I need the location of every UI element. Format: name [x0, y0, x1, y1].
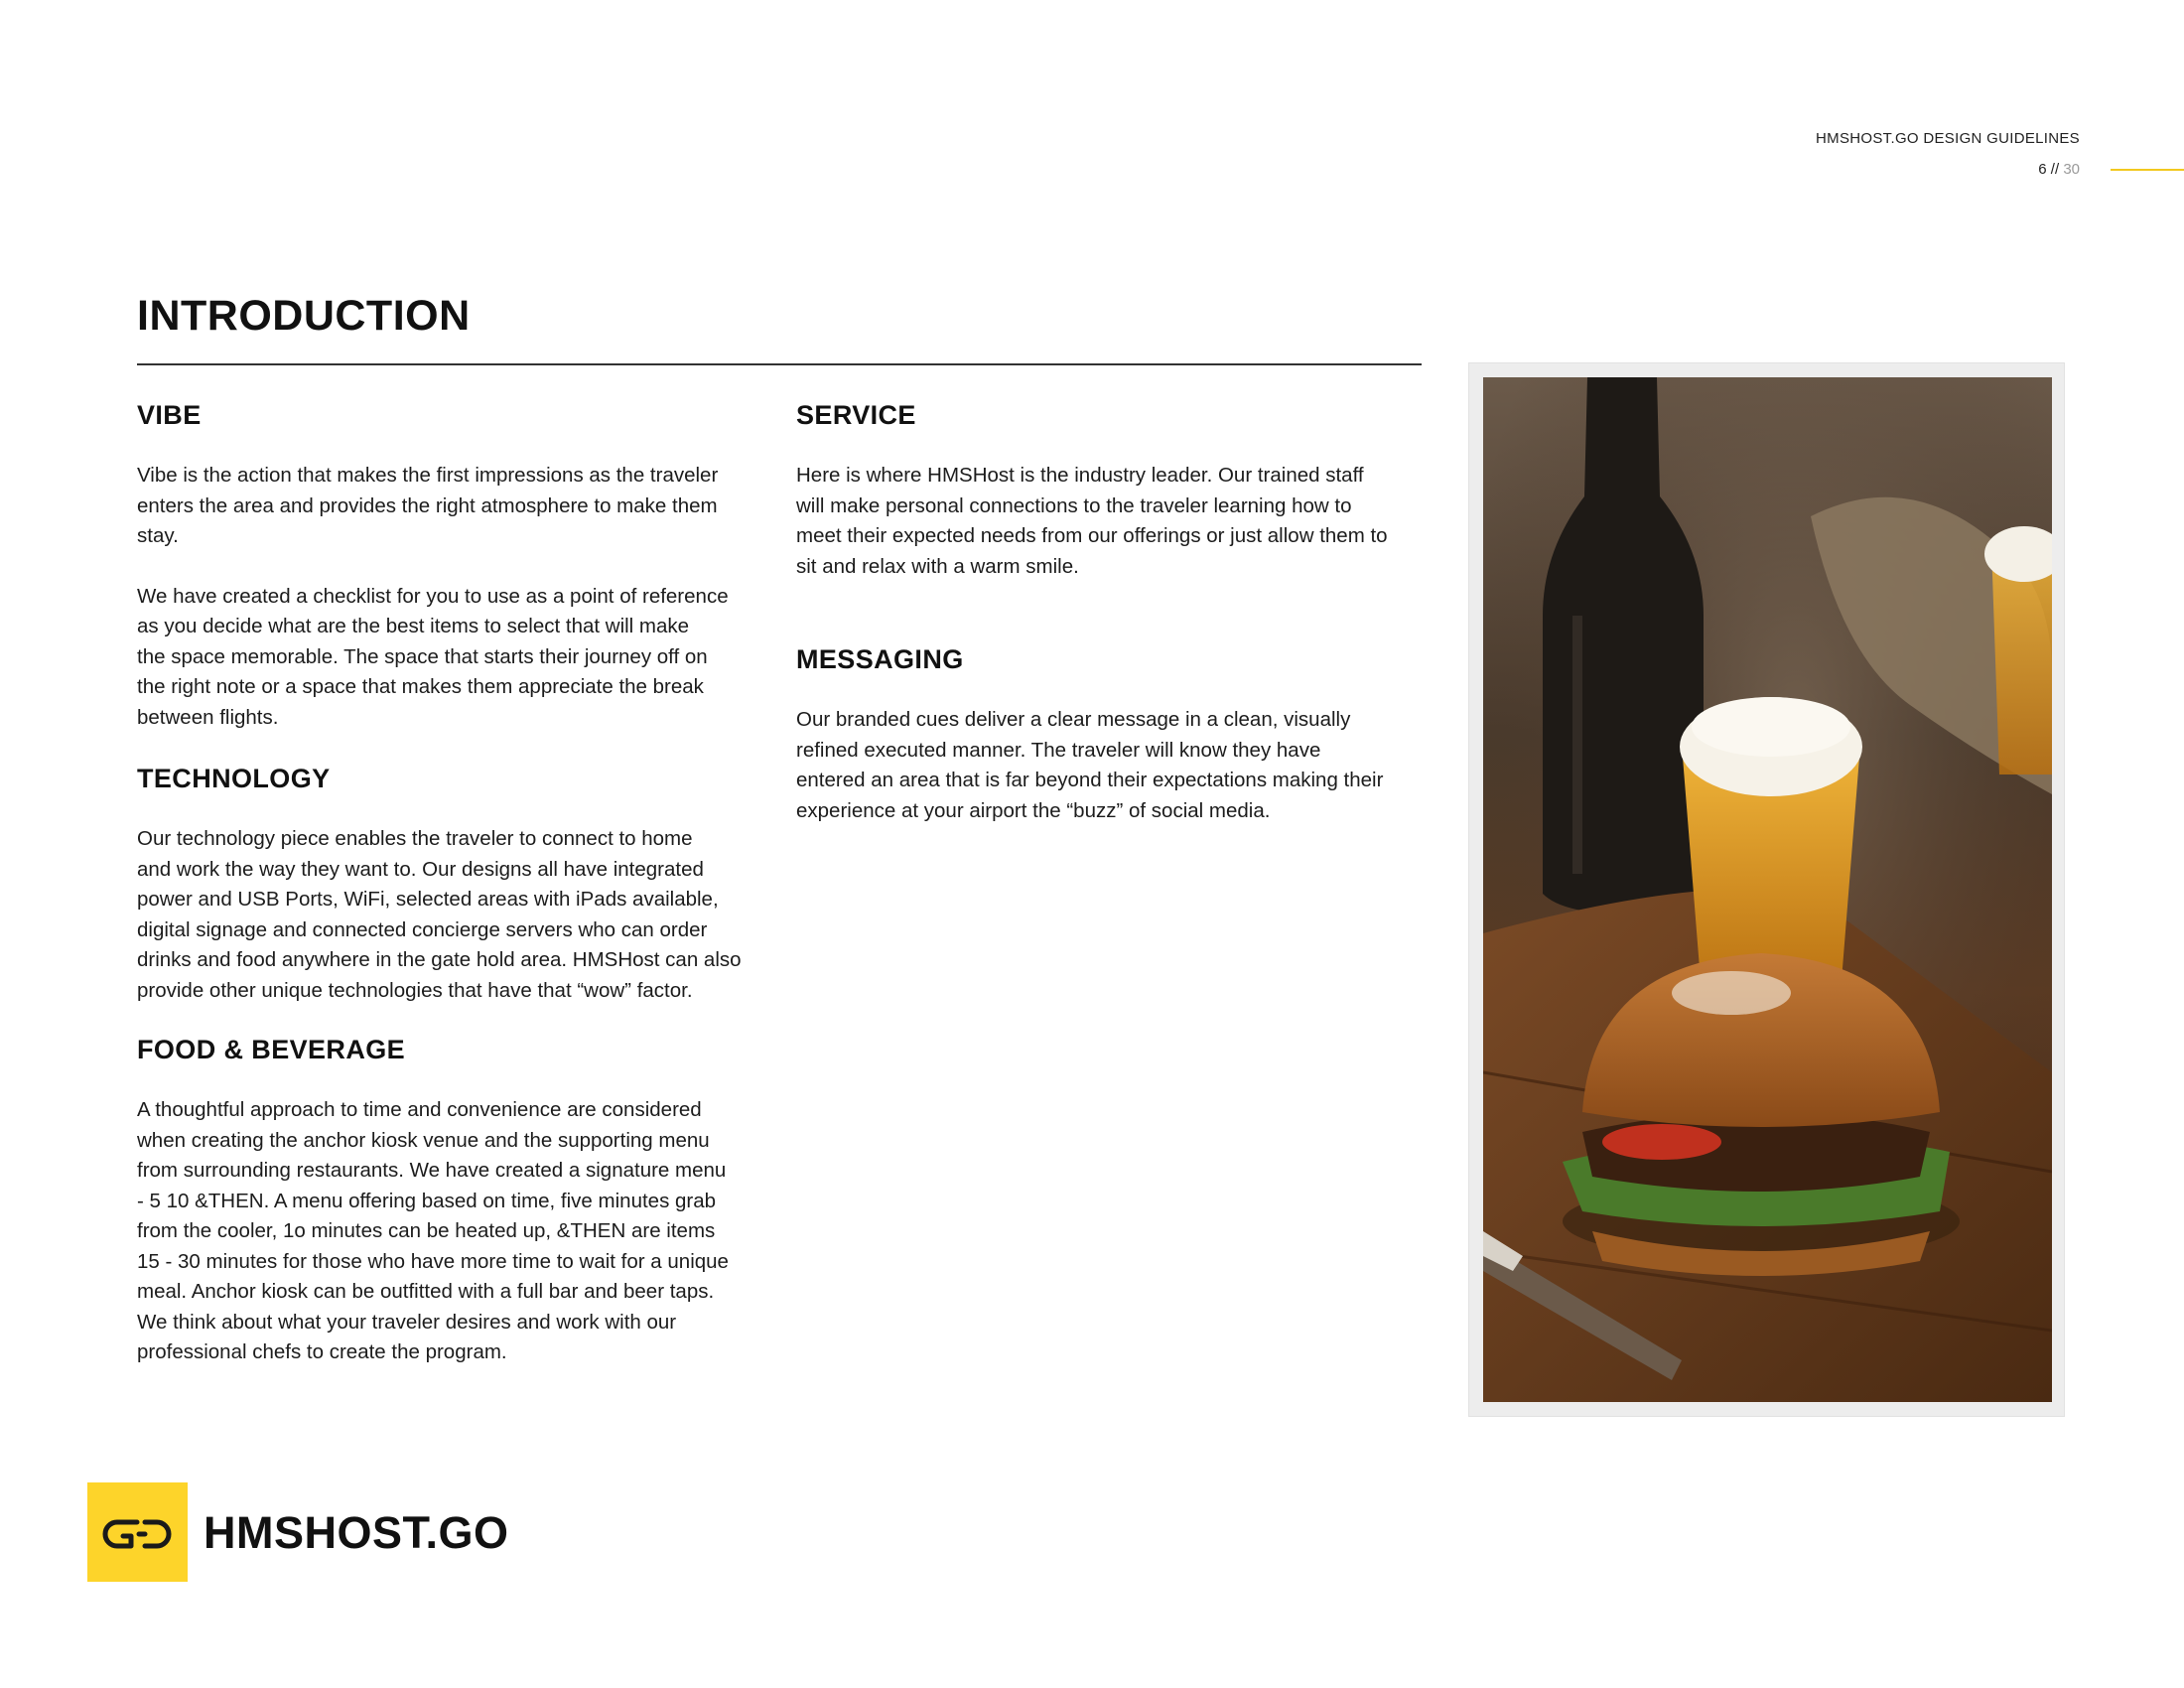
- vibe-paragraph-2: We have created a checklist for you to use as a point of reference as you decide what are the best items to select that will make the space memorable. The space that starts their journey off on the right note or a space that makes them appreciate the break between flights.: [137, 584, 729, 729]
- vibe-paragraph-1: Vibe is the action that makes the first impressions as the traveler enters the area and provides the right atmosphere to make them stay.: [137, 464, 719, 547]
- service-paragraph: Here is where HMSHost is the industry leader. Our trained staff will make personal connections to the traveler learning how to meet their expected needs from our offerings or just allow them to sit and relax with a warm smile.: [796, 464, 1388, 578]
- burger-and-beer-photo: [1483, 377, 2052, 1402]
- header-accent-rule: [2111, 169, 2184, 171]
- brand-logo-text: HMSHOST.GO: [204, 1507, 509, 1558]
- go-link-icon: [87, 1482, 188, 1582]
- page-current: 6: [2038, 161, 2047, 178]
- title-divider: [137, 363, 1422, 365]
- technology-heading: TECHNOLOGY: [137, 764, 331, 793]
- messaging-paragraph: Our branded cues deliver a clear message in a clean, visually refined executed manner. The traveler will know they have entered an area that is far beyond their expectations making their experience at your airport the “buzz” of social media.: [796, 708, 1384, 822]
- service-heading: SERVICE: [796, 400, 916, 430]
- page-number: [2038, 161, 2080, 178]
- page-separator: //: [2046, 161, 2064, 178]
- page-title: INTRODUCTION: [137, 292, 471, 340]
- vibe-heading: VIBE: [137, 400, 202, 430]
- food-beverage-heading: FOOD & BEVERAGE: [137, 1035, 406, 1064]
- left-column: [137, 397, 772, 1368]
- messaging-heading: MESSAGING: [796, 644, 964, 674]
- technology-paragraph: Our technology piece enables the traveler to connect to home and work the way they want to. Our designs all have integrated power and USB Ports, WiFi, selected areas with iPads available, digital signage and connected concierge servers who can order drinks and food anywhere in the gate hold area. HMSHost can also provide other unique technologies that have that “wow” factor.: [137, 827, 742, 1002]
- food-beverage-paragraph: A thoughtful approach to time and convenience are considered when creating the anchor kiosk venue and the supporting menu from surrounding restaurants. We have created a signature menu - 5 10 &THEN. A menu offering based on time, five minutes grab from the cooler, 1o minutes can be heated up, &THEN are items 15 - 30 minutes for those who have more time to wait for a unique meal. Anchor kiosk can be outfitted with a full bar and beer taps. We think about what your traveler desires and work with our professional chefs to create the program.: [137, 1098, 729, 1363]
- document-title: HMSHOST.GO DESIGN GUIDELINES: [1816, 130, 2080, 147]
- right-column: [796, 397, 1432, 826]
- page-total: 30: [2063, 161, 2080, 178]
- photo-frame: [1468, 362, 2065, 1417]
